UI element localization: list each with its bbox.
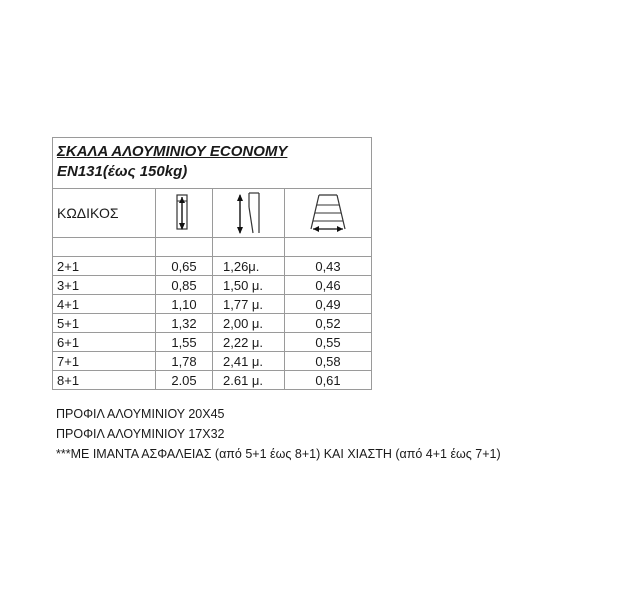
height-cell: 2,22 μ. [213, 333, 285, 352]
base-width-icon [305, 189, 351, 237]
height-cell: 2,41 μ. [213, 352, 285, 371]
base-width-icon-cell [285, 189, 372, 238]
code-cell: 2+1 [53, 257, 156, 276]
ladder-height-icon-cell [213, 189, 285, 238]
step-height-cell: 0,85 [156, 276, 213, 295]
height-cell: 2.61 μ. [213, 371, 285, 390]
step-height-cell: 2.05 [156, 371, 213, 390]
code-cell: 3+1 [53, 276, 156, 295]
height-cell: 1,50 μ. [213, 276, 285, 295]
height-cell: 2,00 μ. [213, 314, 285, 333]
base-width-cell: 0,55 [285, 333, 372, 352]
title-cell [53, 138, 372, 189]
table-row [53, 276, 372, 295]
note-safety: ***ΜΕ ΙΜΑΝΤΑ ΑΣΦΑΛΕΙΑΣ (από 5+1 έως 8+1) ΚΑΙ ΧΙΑΣΤΗ (από 4+1 έως 7+1) [56, 447, 501, 461]
step-height-icon-cell [156, 189, 213, 238]
table-row [53, 295, 372, 314]
table-row [53, 371, 372, 390]
base-width-cell: 0,58 [285, 352, 372, 371]
step-height-cell: 0,65 [156, 257, 213, 276]
code-cell: 7+1 [53, 352, 156, 371]
table-row [53, 314, 372, 333]
code-cell: 8+1 [53, 371, 156, 390]
product-standard: EN131(έως 150kg) [57, 163, 188, 180]
step-height-cell: 1,55 [156, 333, 213, 352]
ladder-height-icon [229, 189, 269, 237]
table-row [53, 257, 372, 276]
code-cell: 6+1 [53, 333, 156, 352]
title-row [53, 138, 372, 189]
spec-sheet [52, 137, 372, 390]
spec-table [52, 137, 372, 390]
note-profile-1: ΠΡΟΦΙΛ ΑΛΟΥΜΙΝΙΟΥ 20Χ45 [56, 407, 225, 421]
step-height-cell: 1,10 [156, 295, 213, 314]
base-width-cell: 0,43 [285, 257, 372, 276]
code-cell: 5+1 [53, 314, 156, 333]
table-row [53, 333, 372, 352]
note-profile-2: ΠΡΟΦΙΛ ΑΛΟΥΜΙΝΙΟΥ 17Χ32 [56, 427, 225, 441]
base-width-cell: 0,46 [285, 276, 372, 295]
header-row [53, 189, 372, 238]
step-height-icon [169, 189, 199, 237]
code-cell: 4+1 [53, 295, 156, 314]
notes [56, 404, 501, 464]
height-cell: 1,77 μ. [213, 295, 285, 314]
empty-row [53, 238, 372, 257]
step-height-cell: 1,32 [156, 314, 213, 333]
base-width-cell: 0,52 [285, 314, 372, 333]
product-title: ΣΚΑΛΑ ΑΛΟΥΜΙΝΙΟΥ ECONOMY [57, 143, 288, 160]
step-height-cell: 1,78 [156, 352, 213, 371]
code-header: ΚΩΔΙΚΟΣ [53, 189, 156, 238]
height-cell: 1,26μ. [213, 257, 285, 276]
table-row [53, 352, 372, 371]
base-width-cell: 0,61 [285, 371, 372, 390]
base-width-cell: 0,49 [285, 295, 372, 314]
